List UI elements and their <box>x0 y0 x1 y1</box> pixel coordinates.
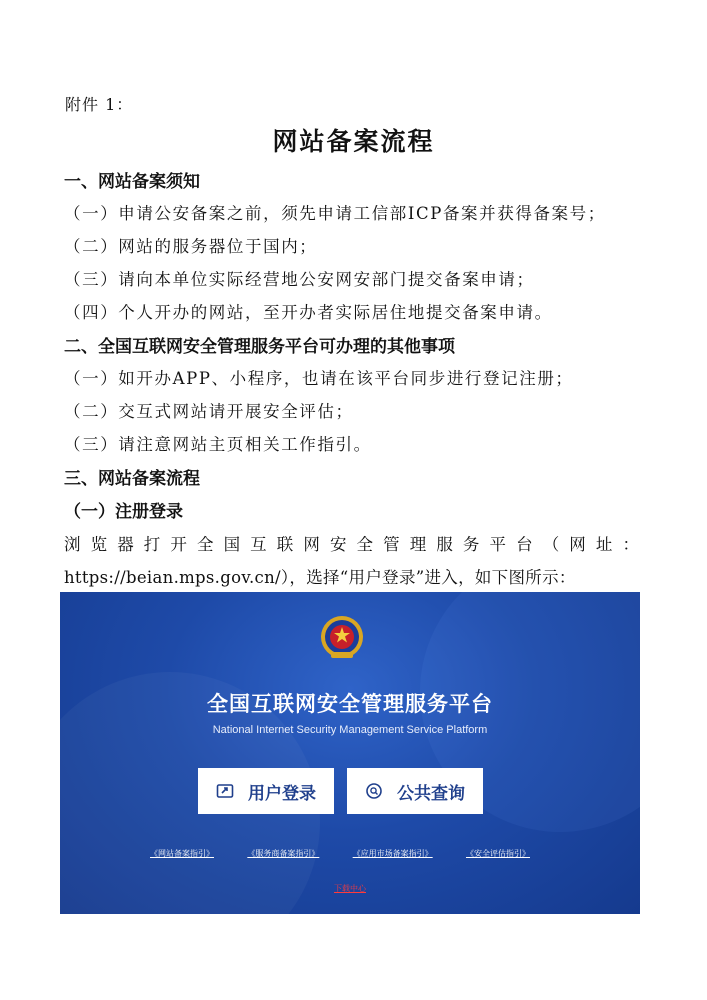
public-query-button[interactable] <box>347 768 483 814</box>
user-login-label: 用户登录 <box>248 783 316 804</box>
paragraph-char: 务 <box>462 535 480 554</box>
paragraph-line-2: https://beian.mps.gov.cn/），选择“用户登录”进入，如下图所示： <box>64 568 576 587</box>
paragraph-char: 网 <box>569 535 586 554</box>
search-icon <box>365 782 383 800</box>
section-heading-2: 二、全国互联网安全管理服务平台可办理的其他事项 <box>64 337 455 357</box>
paragraph-char: 平 <box>489 535 506 554</box>
paragraph-char: 打 <box>143 535 161 554</box>
public-query-label: 公共查询 <box>397 783 465 804</box>
paragraph-char: 台 <box>516 535 533 554</box>
subheading-register-login: （一）注册登录 <box>64 502 183 522</box>
guide-links <box>150 848 530 859</box>
platform-name: 全国互联网安全管理服务平台 <box>207 692 493 716</box>
login-icon <box>216 782 234 800</box>
paragraph-char: 览 <box>90 535 108 554</box>
paragraph-char: 理 <box>409 535 427 554</box>
section-1-item-2: （二）网站的服务器位于国内； <box>64 237 318 256</box>
guide-link-provider[interactable]: 《服务商备案指引》 <box>247 849 320 858</box>
paragraph-char: 全 <box>196 535 214 554</box>
user-login-button[interactable] <box>198 768 334 814</box>
paragraph-char: 全 <box>356 535 374 554</box>
paragraph-char: 互 <box>250 535 267 554</box>
attachment-label: 附件 1： <box>65 95 134 114</box>
paragraph-char: 址 <box>595 535 613 554</box>
paragraph-char: 国 <box>223 535 241 554</box>
guide-link-website[interactable]: 《网站备案指引》 <box>150 849 214 858</box>
paragraph-char: 浏 <box>64 535 81 554</box>
section-2-item-3: （三）请注意网站主页相关工作指引。 <box>64 435 372 454</box>
police-emblem-icon <box>317 614 367 662</box>
platform-screenshot <box>60 592 640 914</box>
guide-link-app-market[interactable]: 《应用市场备案指引》 <box>352 849 433 858</box>
paragraph-char: 联 <box>276 535 294 554</box>
download-center-link[interactable]: 下载中心 <box>334 884 366 893</box>
section-2-item-1: （一）如开办APP、小程序，也请在该平台同步进行登记注册； <box>64 369 574 388</box>
paragraph-char: 服 <box>436 535 453 554</box>
section-1-item-3: （三）请向本单位实际经营地公安网安部门提交备案申请； <box>64 270 535 289</box>
section-1-item-1: （一）申请公安备案之前，须先申请工信部ICP备案并获得备案号； <box>64 204 606 223</box>
section-heading-1: 一、网站备案须知 <box>64 172 200 192</box>
section-1-item-4: （四）个人开办的网站，至开办者实际居住地提交备案申请。 <box>64 303 553 322</box>
paragraph-char: 管 <box>383 535 400 554</box>
guide-link-security-assessment[interactable]: 《安全评估指引》 <box>465 849 530 858</box>
paragraph-char: （ <box>542 535 560 554</box>
download-center <box>60 883 640 894</box>
paragraph-char: ： <box>622 535 639 554</box>
document-title: 网站备案流程 <box>272 127 435 156</box>
platform-name-en: National Internet Security Management Service Platform <box>212 724 488 736</box>
paragraph-char: 网 <box>303 535 320 554</box>
paragraph-char: 器 <box>117 535 134 554</box>
section-heading-3: 三、网站备案流程 <box>64 469 200 489</box>
paragraph-line-1 <box>64 531 639 555</box>
section-2-item-2: （二）交互式网站请开展安全评估； <box>64 402 354 421</box>
paragraph-char: 开 <box>170 535 187 554</box>
paragraph-char: 安 <box>329 535 347 554</box>
